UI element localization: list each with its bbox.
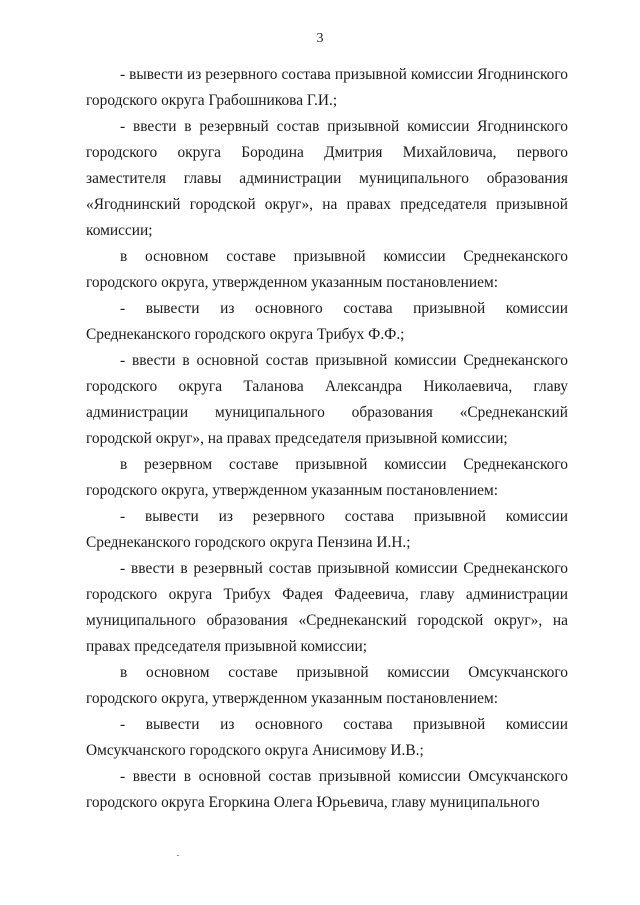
- scan-speck: [177, 855, 179, 856]
- page-number: 3: [316, 31, 324, 46]
- paragraph-remove-tribukh: - вывести из основного состава призывной комиссии Среднеканского городского округа Трибух Ф.Ф.;: [86, 300, 568, 343]
- paragraph-add-egorkin: - ввести в основной состав призывной комиссии Омсукчанского городского округа Егоркина Олега Юрьевича, главу муниципального: [86, 768, 568, 811]
- paragraph-srednekan-main-heading: в основном составе призывной комиссии Среднеканского городского округа, утвержденном указанным постановлением:: [86, 248, 568, 291]
- paragraph-add-tribukh: - ввести в резервный состав призывной комиссии Среднеканского городского округа Трибух Фадея Фадеевича, главу администрации муниципального образования «Среднеканский городской округ», на правах председателя призывной комиссии;: [86, 560, 568, 655]
- document-body: [86, 62, 568, 816]
- paragraph-omsukchan-main-heading: в основном составе призывной комиссии Омсукчанского городского округа, утвержденном указанным постановлением:: [86, 664, 568, 707]
- paragraph-add-borodin: - ввести в резервный состав призывной комиссии Ягоднинского городского округа Бородина Дмитрия Михайловича, первого заместителя главы администрации муниципального образования «Ягоднинский городской округ», на правах председателя призывной комиссии;: [86, 118, 568, 239]
- paragraph-remove-anisimova: - вывести из основного состава призывной комиссии Омсукчанского городского округа Анисимову И.В.;: [86, 716, 568, 759]
- paragraph-srednekan-reserve-heading: в резервном составе призывной комиссии Среднеканского городского округа, утвержденном указанным постановлением:: [86, 456, 568, 499]
- paragraph-remove-graboshnikov: - вывести из резервного состава призывной комиссии Ягоднинского городского округа Грабошникова Г.И.;: [86, 66, 568, 109]
- paragraph-remove-penzin: - вывести из резервного состава призывной комиссии Среднеканского городского округа Пензина И.Н.;: [86, 508, 568, 551]
- paragraph-add-talanov: - ввести в основной состав призывной комиссии Среднеканского городского округа Таланова Александра Николаевича, главу администрации муниципального образования «Среднеканский городской округ», на правах председателя призывной комиссии;: [86, 352, 568, 447]
